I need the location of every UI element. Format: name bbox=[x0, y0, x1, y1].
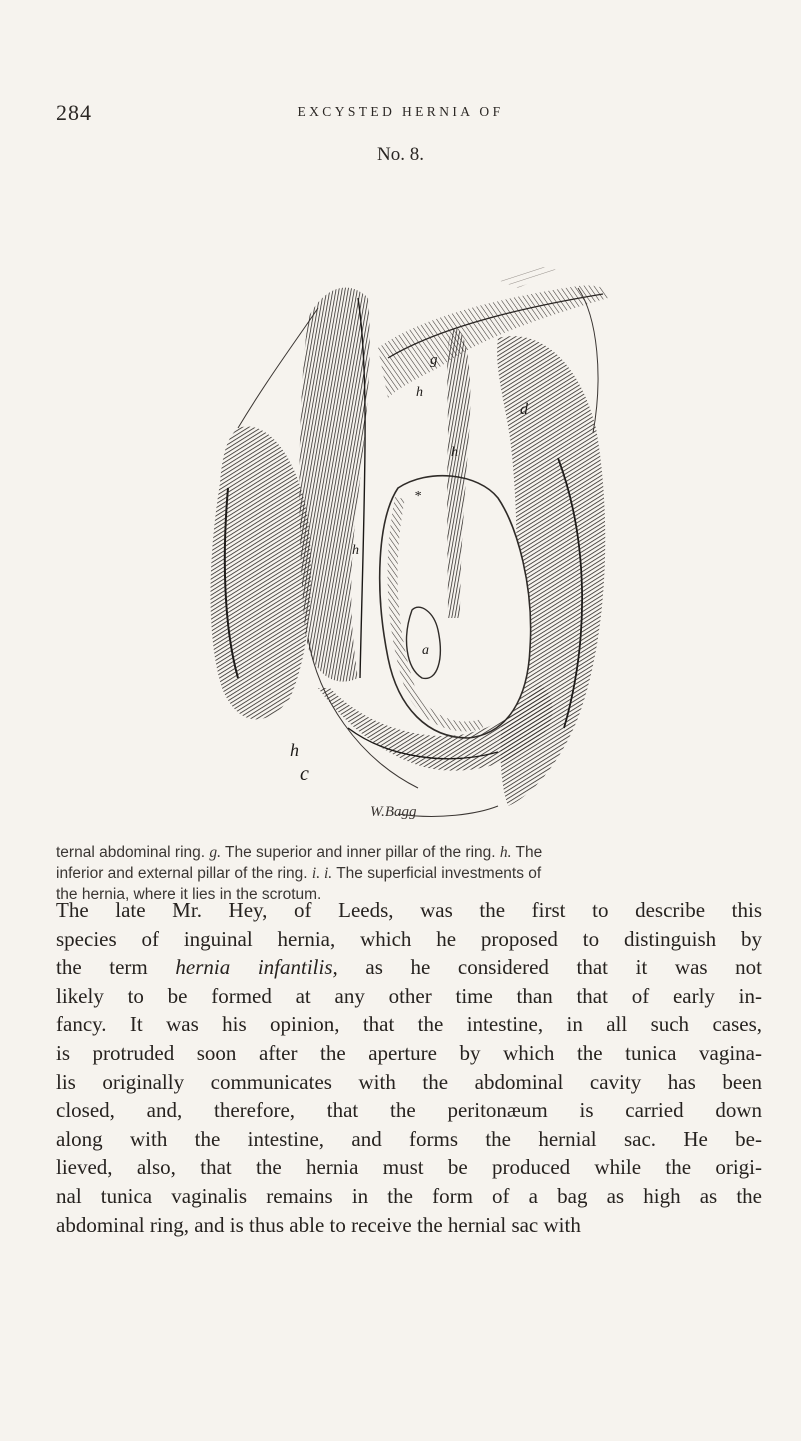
label-d: d bbox=[520, 401, 528, 418]
caption-text: ternal abdominal ring. bbox=[56, 844, 206, 861]
label-h-upper: h bbox=[416, 385, 423, 400]
body-text: as he considered that it was not bbox=[365, 955, 763, 980]
body-paragraph bbox=[56, 896, 762, 1239]
label-star: * bbox=[414, 489, 421, 504]
left-column-fibres bbox=[300, 288, 370, 682]
running-head: EXCYSTED HERNIA OF bbox=[297, 104, 504, 119]
label-h-middle: h bbox=[451, 445, 458, 460]
caption-line-3: the hernia, where it lies in the scrotum. bbox=[56, 886, 322, 903]
body-line-1: The late Mr. Hey, of Leeds, was the first to describe this bbox=[56, 898, 762, 922]
body-line-7: lis originally communicates with the abdominal cavity has been bbox=[56, 1069, 762, 1094]
body-line-4: likely to be formed at any other time than that of early in- bbox=[56, 983, 762, 1008]
caption-text: The superficial investments of bbox=[336, 865, 542, 882]
label-g: g bbox=[430, 352, 438, 368]
anatomical-engraving bbox=[198, 258, 616, 830]
body-line-9: along with the intestine, and forms the hernial sac. He be- bbox=[56, 1126, 762, 1151]
body-line-3 bbox=[56, 953, 762, 982]
body-line-5: fancy. It was his opinion, that the intestine, in all such cases, bbox=[56, 1012, 762, 1037]
caption-text: inferior and external pillar of the ring. bbox=[56, 865, 308, 882]
plate-number: No. 8. bbox=[377, 144, 424, 165]
body-line-11: nal tunica vaginalis remains in the form of a bag as high as the bbox=[56, 1183, 762, 1208]
label-c: c bbox=[300, 763, 309, 785]
page-number: 284 bbox=[56, 100, 92, 125]
body-line-6: is protruded soon after the aperture by which the tunica vagina- bbox=[56, 1040, 762, 1065]
body-line-10: lieved, also, that the hernia must be produced while the origi- bbox=[56, 1155, 762, 1180]
caption-key-g: g. bbox=[209, 844, 221, 861]
label-a: a bbox=[422, 643, 429, 658]
body-line-12: abdominal ring, and is thus able to receive the hernial sac with bbox=[56, 1212, 581, 1237]
latin-term: hernia infantilis, bbox=[175, 955, 338, 980]
body-text: the term bbox=[56, 955, 148, 980]
caption-line-2 bbox=[56, 863, 762, 884]
body-line-2: species of inguinal hernia, which he proposed to distinguish by bbox=[56, 926, 762, 951]
caption-text: The bbox=[515, 844, 543, 861]
caption-key-i: i. i. bbox=[311, 865, 333, 882]
caption-text: The superior and inner pillar of the ring. bbox=[225, 844, 496, 861]
caption-key-h: h. bbox=[499, 844, 512, 861]
engraver-signature: W.Bagg bbox=[370, 804, 417, 820]
label-h-lower: h bbox=[290, 740, 299, 760]
caption-line-1 bbox=[56, 842, 762, 863]
left-thigh-mass bbox=[211, 426, 312, 719]
label-h-left: h bbox=[352, 543, 359, 558]
body-line-8: closed, and, therefore, that the peritonæum is carried down bbox=[56, 1098, 762, 1123]
